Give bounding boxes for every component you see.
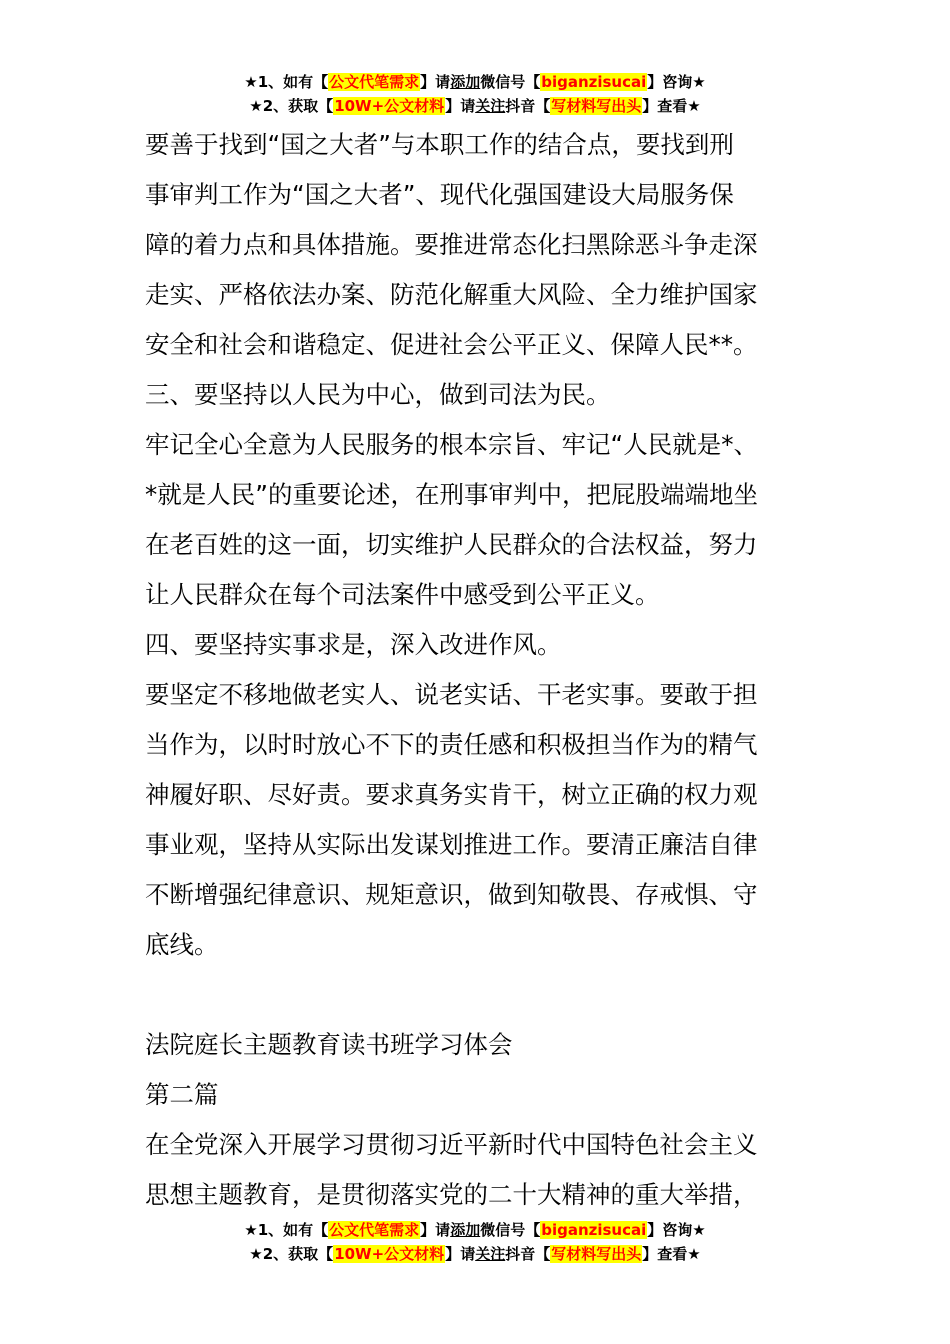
document-subtitle: 第二篇 (145, 1080, 219, 1109)
document-title: 法院庭长主题教育读书班学习体会 (145, 1030, 513, 1059)
banner-highlight: 公文代笔需求 (329, 1221, 420, 1239)
banner-underlined: 添加 (450, 73, 481, 91)
footer-banner (0, 1218, 950, 1266)
banner-underlined: 关注 (475, 1245, 506, 1263)
document-body (145, 120, 810, 1220)
banner-highlight: 10W+公文材料 (334, 97, 445, 115)
body-line: 牢记全心全意为人民服务的根本宗旨、牢记“人民就是*、 (145, 430, 758, 459)
banner-text: ★2、获取【 (249, 97, 334, 115)
banner-text: 抖音【 (505, 97, 551, 115)
body-line: 要善于找到“国之大者”与本职工作的结合点，要找到刑 (145, 130, 734, 159)
banner-douyin-id: 写材料写出头 (551, 97, 642, 115)
body-line: 在全党深入开展学习贯彻习近平新时代中国特色社会主义 (145, 1130, 758, 1159)
banner-underlined: 关注 (475, 97, 506, 115)
body-line: 安全和社会和谐稳定、促进社会公平正义、保障人民**。 (145, 330, 758, 359)
banner-text: 微信号【 (480, 73, 541, 91)
banner-line-2 (0, 1242, 950, 1266)
header-banner (0, 70, 950, 118)
banner-wechat-id: biganzisucai (541, 1221, 647, 1239)
banner-text: 】查看★ (642, 1245, 701, 1263)
banner-text: 】请 (420, 1221, 451, 1239)
banner-text: ★1、如有【 (244, 1221, 329, 1239)
banner-wechat-id: biganzisucai (541, 73, 647, 91)
banner-text: 】查看★ (642, 97, 701, 115)
body-line: 思想主题教育，是贯彻落实党的二十大精神的重大举措， (145, 1180, 758, 1209)
body-line: *就是人民”的重要论述，在刑事审判中，把屁股端端地坐 (145, 480, 758, 509)
body-line: 底线。 (145, 930, 219, 959)
body-line: 走实、严格依法办案、防范化解重大风险、全力维护国家 (145, 280, 758, 309)
body-line: 要坚定不移地做老实人、说老实话、干老实事。要敢于担 (145, 680, 758, 709)
banner-text: 抖音【 (505, 1245, 551, 1263)
banner-douyin-id: 写材料写出头 (551, 1245, 642, 1263)
banner-text: 】咨询★ (647, 1221, 706, 1239)
body-line: 让人民群众在每个司法案件中感受到公平正义。 (145, 580, 660, 609)
section-heading: 三、要坚持以人民为中心，做到司法为民。 (145, 380, 611, 409)
banner-text: 】咨询★ (647, 73, 706, 91)
body-line: 事业观，坚持从实际出发谋划推进工作。要清正廉洁自律 (145, 830, 758, 859)
banner-text: 】请 (420, 73, 451, 91)
banner-underlined: 添加 (450, 1221, 481, 1239)
banner-line-1 (0, 70, 950, 94)
body-line: 障的着力点和具体措施。要推进常态化扫黑除恶斗争走深 (145, 230, 758, 259)
banner-highlight: 公文代笔需求 (329, 73, 420, 91)
banner-text: ★1、如有【 (244, 73, 329, 91)
banner-text: 】请 (445, 1245, 476, 1263)
banner-text: 微信号【 (480, 1221, 541, 1239)
body-line: 不断增强纪律意识、规矩意识，做到知敬畏、存戒惧、守 (145, 880, 758, 909)
blank-line (145, 970, 810, 1020)
body-line: 事审判工作为“国之大者”、现代化强国建设大局服务保 (145, 180, 734, 209)
section-heading: 四、要坚持实事求是，深入改进作风。 (145, 630, 562, 659)
banner-line-2 (0, 94, 950, 118)
banner-highlight: 10W+公文材料 (334, 1245, 445, 1263)
banner-text: 】请 (445, 97, 476, 115)
banner-text: ★2、获取【 (249, 1245, 334, 1263)
body-line: 神履好职、尽好责。要求真务实肯干，树立正确的权力观 (145, 780, 758, 809)
body-line: 在老百姓的这一面，切实维护人民群众的合法权益，努力 (145, 530, 758, 559)
body-line: 当作为，以时时放心不下的责任感和积极担当作为的精气 (145, 730, 758, 759)
banner-line-1 (0, 1218, 950, 1242)
